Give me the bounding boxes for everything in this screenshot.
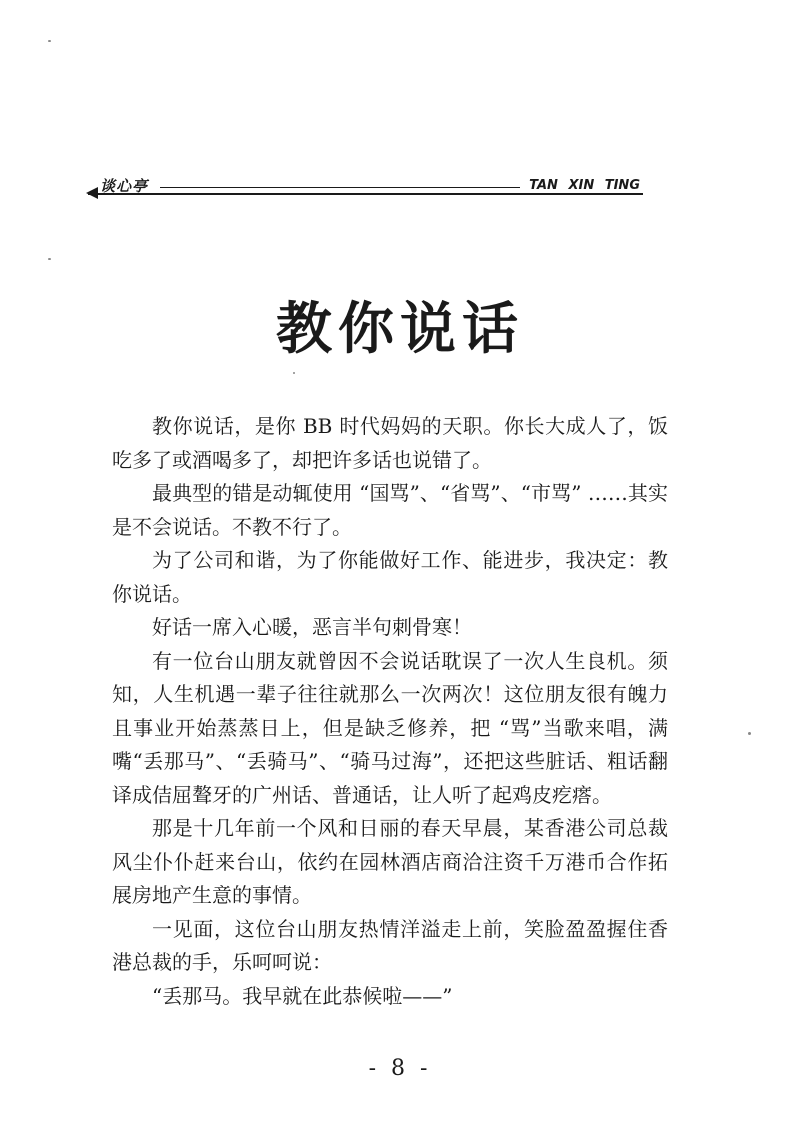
paragraph: 最典型的错是动辄使用 “国骂”、“省骂”、“市骂” ……其实是不会说话。不教不行了。 [112,481,668,539]
paragraph: 为了公司和谐，为了你能做好工作、能进步，我决定：教你说话。 [112,548,668,606]
article-body [112,410,668,1013]
paragraph: 教你说话，是你 BB 时代妈妈的天职。你长大成人了，饭吃多了或酒喝多了，却把许多话也说错了。 [112,414,668,472]
scan-speck [293,372,295,374]
running-header-pinyin: TAN XIN TING [529,178,640,193]
header-rule-thin [160,187,520,188]
article-title: 教你说话 [276,297,524,362]
paragraph: 有一位台山朋友就曾因不会说话耽误了一次人生良机。须知，人生机遇一辈子往往就那么一次两次！这位朋友很有魄力且事业开始蒸蒸日上，但是缺乏修养，把 “骂”当歌来唱，满嘴“丢那马”、“丢骑马”、“骑马过海”，还把这些脏话、粗话翻译成佶屈聱牙的广州话、普通话，让人听了起鸡皮疙瘩。 [112,648,668,807]
paragraph: “丢那马。我早就在此恭候啦——” [152,983,453,1008]
page-number: - 8 - [368,1056,432,1081]
scan-speck [48,258,51,260]
scan-speck [48,40,51,42]
scan-speck [748,732,751,735]
paragraph: 那是十几年前一个风和日丽的春天早晨，某香港公司总裁风尘仆仆赶来台山，依约在园林酒店商洽注资千万港币合作拓展房地产生意的事情。 [112,816,668,907]
paragraph: 好话一席入心暖，恶言半句刺骨寒！ [152,615,472,639]
paragraph: 一见面，这位台山朋友热情洋溢走上前，笑脸盈盈握住香港总裁的手，乐呵呵说： [112,916,668,974]
running-header-title: 谈心亭 [100,177,149,195]
header-rule [88,193,643,195]
